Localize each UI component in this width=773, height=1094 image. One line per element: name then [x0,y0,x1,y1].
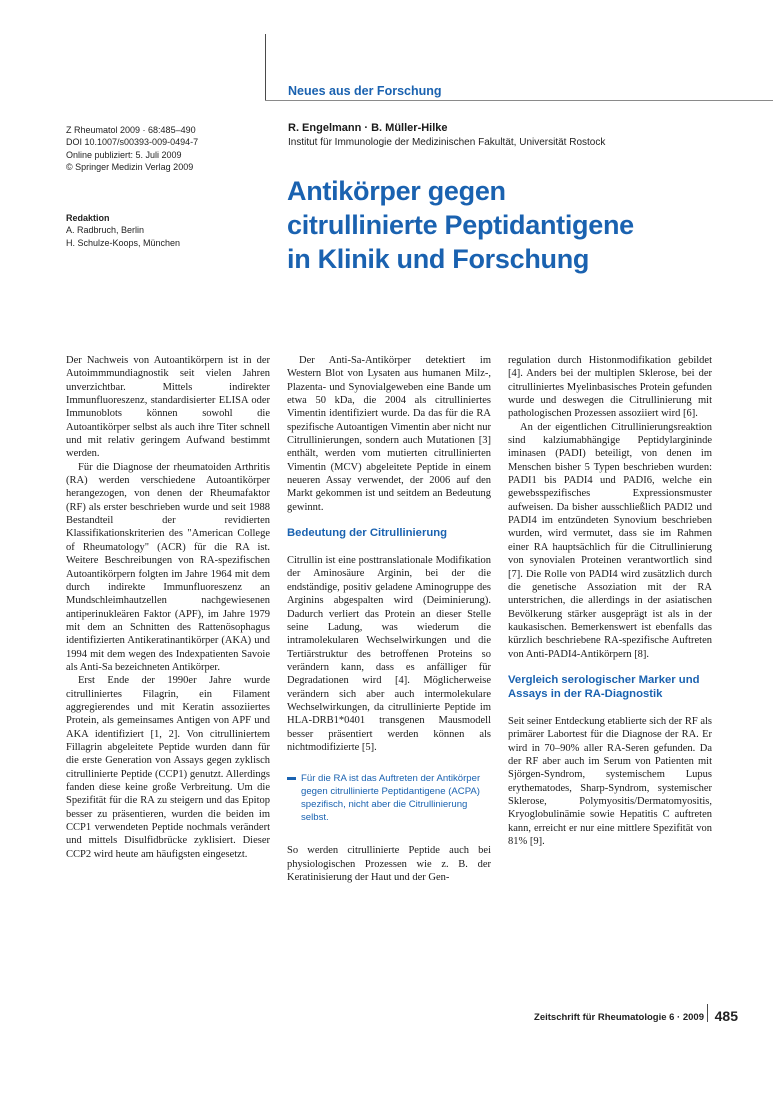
callout-text: Für die RA ist das Auftreten der Antikörper gegen citrullinierte Peptidantigene (ACPA) spezifisch, nicht aber die Citrullinierung selbst. [301,773,481,824]
editors [66,212,180,249]
body-column-3 [508,354,712,848]
article-title [287,174,757,276]
body-column-2 [287,354,491,884]
paragraph: An der eigentlichen Citrullinierungsreaktion sind kalziumabhängige Peptidylargininde iminasen (PADI) beteiligt, von denen im Menschen bisher 5 Typen beschrieben wurden: PADI1 bis PADI4 und PADI6, welche ein gewebsspezifisches Expressionsmuster aufweisen. Da bisher ausschließlich PADI2 und PADI4 im entzündeten Synovium beschrieben wurden, wird vermutet, dass sie im Rahmen einer RA hauptsächlich für die Citrullinierung von synovialen Proteinen verantwortlich sind [7]. Die Rolle von PADI4 wird zusätzlich durch die genetische Assoziation mit der RA unterstrichen, die allerdings in der asiatischen Bevölkerung stärker ausgeprägt ist als in der kaukasischen. Bemerkenswert ist ebenfalls das kürzlich beschriebene RA-spezifische Auftreten von Anti-PADI4-Antikörpern [8]. [508,421,712,660]
paragraph: Für die Diagnose der rheumatoiden Arthritis (RA) werden verschiedene Autoantikörper herangezogen, von denen der Rheumafaktor (RF) als erster beschrieben wurde und seit 1988 Bestandteil der revidierten Klassifikationskriterien des "American College of Rheumatology" (ACR) für die RA ist. Weitere Beschreibungen von RA-spezifischen Autoantikörpern folgten im Jahre 1964 mit dem durch indirekte Immunfluoreszenz an Mundschleimhautzellen nachgewiesenen antiperinukleären Faktor (APF), im Jahre 1979 mit dem an Schnitten des Rattenösophagus identifizierten Antikeratinantikörper (AKA) und 1994 mit dem wegen des Indexpatienten Savoie als Anti-Sa bezeichneten Antikörper. [66,461,270,673]
editors-label: Redaktion [66,213,110,223]
authors: R. Engelmann · B. Müller-Hilke [288,122,448,134]
paragraph: regulation durch Histonmodifikation gebildet [4]. Anders bei der multiplen Sklerose, bei der citrulliniertes Myelinbasisches Protein gefunden wurde und deswegen die Citrullinierung mit pathologischen Prozessen assoziiert wird [6]. [508,355,712,420]
title-line: in Klinik und Forschung [287,244,590,274]
paragraph: Seit seiner Entdeckung etablierte sich der RF als primärer Labortest für die Diagnose der RA. Er wird in 70–90% aller RA-Seren gefunden. Da der RF aber auch im Serum von Patienten mit Sjörgen-Syndrom, systemischem Lupus erythematodes, Sharp-Syndrom, systemischer Sklerose, Polymyositis/Dermatomyositis, Kryoglobulinämie sowie Hepatitis C auftreten kann, erreicht er nur eine mittlere Spezifität von 81% [9]. [508,715,712,847]
header-rule [265,100,773,101]
paragraph: Erst Ende der 1990er Jahre wurde citrulliniertes Filagrin, ein Filament aggregierendes und mit Keratin assoziiertes Protein, als gemeinsames Antigen von APF und AKA identifiziert [1, 2]. Von citrulliniertem Fillagrin abgeleitete Peptide wurden dann für die erste Generation von Assays gegen zyklisch citrullinierte Peptide (CCP1) genutzt. Allerdings fanden diese keine große Verbreitung. Um die Spezifität für die RA zu steigern und das Epitop besser zu präsentieren, wurden die beiden im CCP1 verwendeten Peptide nochmals verändert und mittels Disulfidbrücke zyklisiert. Dieser CCP2 wird heute am häufigsten eingesetzt. [66,675,270,860]
section-heading-vergleich: Vergleich serologischer Marker und Assays in der RA-Diagnostik [508,673,700,700]
footer-vertical-rule [707,1004,708,1022]
section-label: Neues aus der Forschung [288,84,442,98]
journal-name: Zeitschrift für Rheumatologie 6 · 2009 [534,1012,704,1023]
meta-doi: DOI 10.1007/s00393-009-0494-7 [66,137,199,148]
highlight-callout [287,772,491,824]
affiliation: Institut für Immunologie der Medizinischen Fakultät, Universität Rostock [288,137,606,148]
title-line: Antikörper gegen [287,176,506,206]
meta-online-date: Online publiziert: 5. Juli 2009 [66,149,182,160]
paragraph: Citrullin ist eine posttranslationale Modifikation der Aminosäure Arginin, bei der die endständige, positiv geladene Aminogruppe des Arginins abgespalten wird (Deiminierung). Dadurch verliert das Protein an dieser Stelle seine Ladung, was wiederum die intramolekularen Wechselwirkungen und die Tertiärstruktur des betroffenen Proteins so verändern kann, dass es anfälliger für Degradationen wird [4]. Möglicherweise verändern sich aber auch intermolekulare Wechselwirkungen, da citrullinierte Peptide im HLA-DRB1*0401 transgenen Mausmodell besser präsentiert werden können als nichtmodifizierte [5]. [287,555,491,753]
paragraph: Der Nachweis von Autoantikörpern ist in der Autoimmmundiagnostik seit vielen Jahren unverzichtbar. Mittels indirekter Immunfluoreszenz, standardisierter ELISA oder Immunoblots können sowohl die Autoantikörper selbst als auch ihre Titer schnell und mit relativ geringem Aufwand bestimmt werden. [66,355,270,460]
editor-name: A. Radbruch, Berlin [66,225,145,236]
article-meta [66,124,198,174]
top-vertical-rule [265,34,266,100]
section-heading-citrullinierung: Bedeutung der Citrullinierung [287,527,448,540]
body-column-1 [66,354,270,861]
title-line: citrullinierte Peptidantigene [287,210,634,240]
paragraph: So werden citrullinierte Peptide auch bei physiologischen Prozessen wie z. B. der Keratinisierung der Haut und der Gen- [287,845,491,883]
meta-copyright: © Springer Medizin Verlag 2009 [66,162,194,173]
callout-marker-icon [287,777,296,780]
editor-name: H. Schulze-Koops, München [66,237,181,248]
paragraph: Der Anti-Sa-Antikörper detektiert im Western Blot von Lysaten aus humanen Milz-, Plazenta- und Synovialgeweben eine Bande um etwa 50 kDa, die 2004 als citrulliniertes Vimentin identifiziert wurde. Da das für die RA spezifische Autoantigen Vimentin aber nicht nur Citrullinierungen, sondern auch Mutationen [3] enthält, werden vom mutierten citrullinierten Vimentin (MCV) abgeleitete Peptide in einem neueren Assay verwendet, der 2006 auf den Markt gekommen ist und seitdem an Bedeutung gewinnt. [287,355,491,513]
page-number: 485 [714,1008,738,1024]
meta-citation: Z Rheumatol 2009 · 68:485–490 [66,125,196,135]
